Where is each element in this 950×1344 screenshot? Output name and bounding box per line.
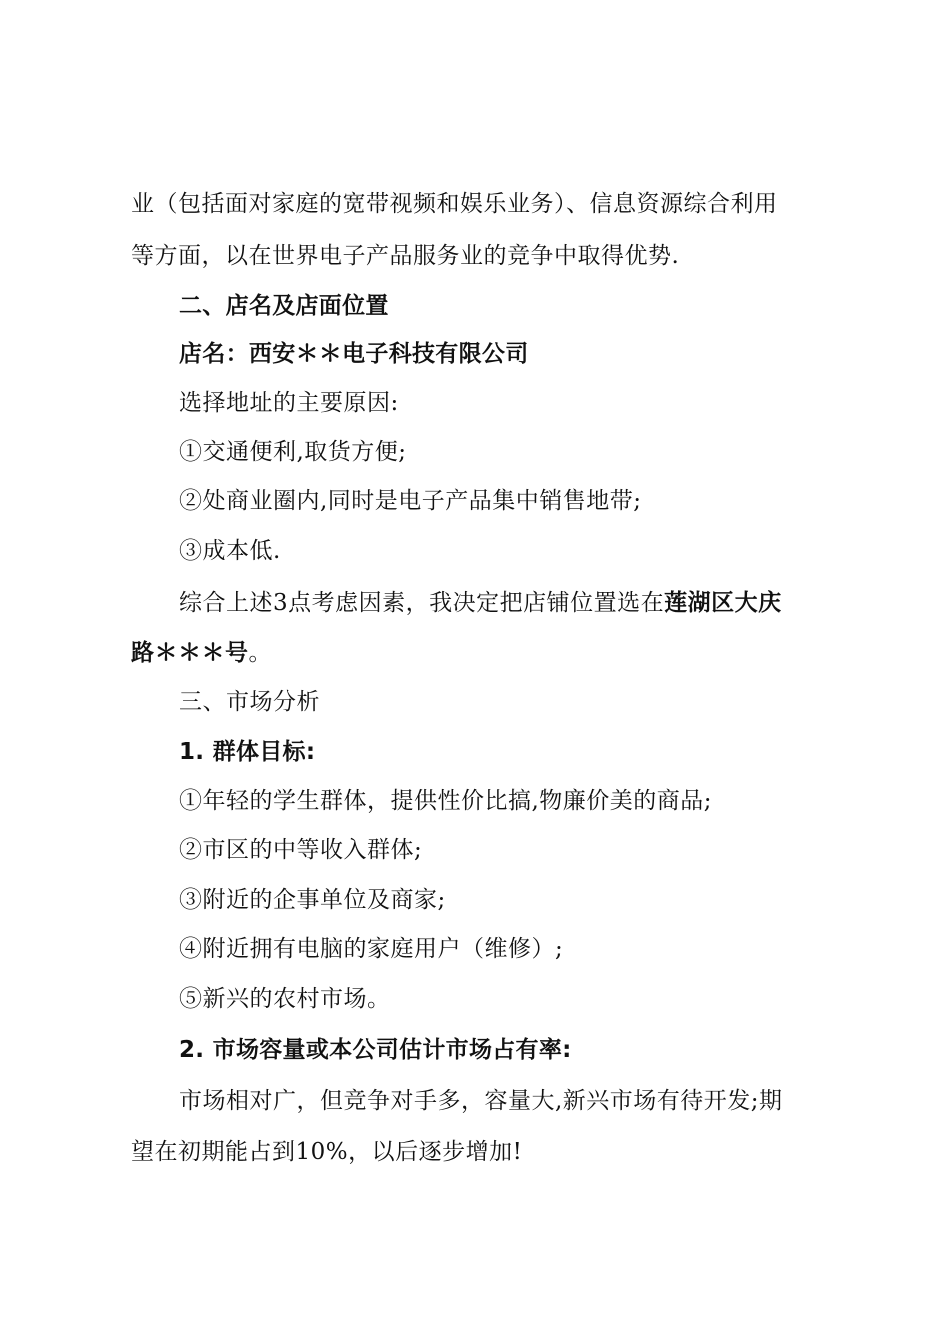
- market-capacity-line-1: 市场相对广，但竞争对手多，容量大,新兴市场有待开发;期: [179, 1088, 783, 1114]
- location-conclusion-line-1: [179, 587, 879, 619]
- section-heading-store-location: 二、店名及店面位置: [179, 293, 389, 319]
- target-item-2: ②市区的中等收入群体;: [179, 837, 423, 863]
- conclusion-prefix: 综合上述3点考虑因素，我决定把店铺位置选在: [179, 590, 665, 616]
- reason-item-2: ②处商业圈内,同时是电子产品集中销售地带;: [179, 488, 642, 514]
- intro-line-2: 等方面，以在世界电子产品服务业的竞争中取得优势.: [131, 243, 680, 269]
- intro-line-1: 业（包括面对家庭的宽带视频和娱乐业务）、信息资源综合利用: [131, 191, 778, 217]
- target-item-5: ⑤新兴的农村市场。: [179, 986, 391, 1012]
- target-item-4: ④附近拥有电脑的家庭用户（维修）;: [179, 936, 564, 962]
- reason-item-3: ③成本低.: [179, 538, 281, 564]
- conclusion-road: 路＊＊＊号: [131, 640, 249, 666]
- subheading-target-groups: 1. 群体目标:: [179, 739, 316, 765]
- section-heading-market-analysis: 三、市场分析: [179, 689, 320, 715]
- conclusion-district: 莲湖区大庆: [664, 590, 782, 616]
- conclusion-end: 。: [248, 640, 272, 666]
- store-name: 店名：西安＊＊电子科技有限公司: [179, 341, 529, 367]
- subheading-market-capacity: 2. 市场容量或本公司估计市场占有率:: [179, 1037, 572, 1063]
- location-conclusion-line-2: [131, 637, 831, 669]
- market-capacity-line-2: 望在初期能占到10%，以后逐步增加!: [131, 1139, 523, 1165]
- target-item-1: ①年轻的学生群体，提供性价比搞,物廉价美的商品;: [179, 788, 713, 814]
- reason-title: 选择地址的主要原因:: [179, 390, 399, 416]
- target-item-3: ③附近的企事单位及商家;: [179, 887, 446, 913]
- reason-item-1: ①交通便利,取货方便;: [179, 439, 407, 465]
